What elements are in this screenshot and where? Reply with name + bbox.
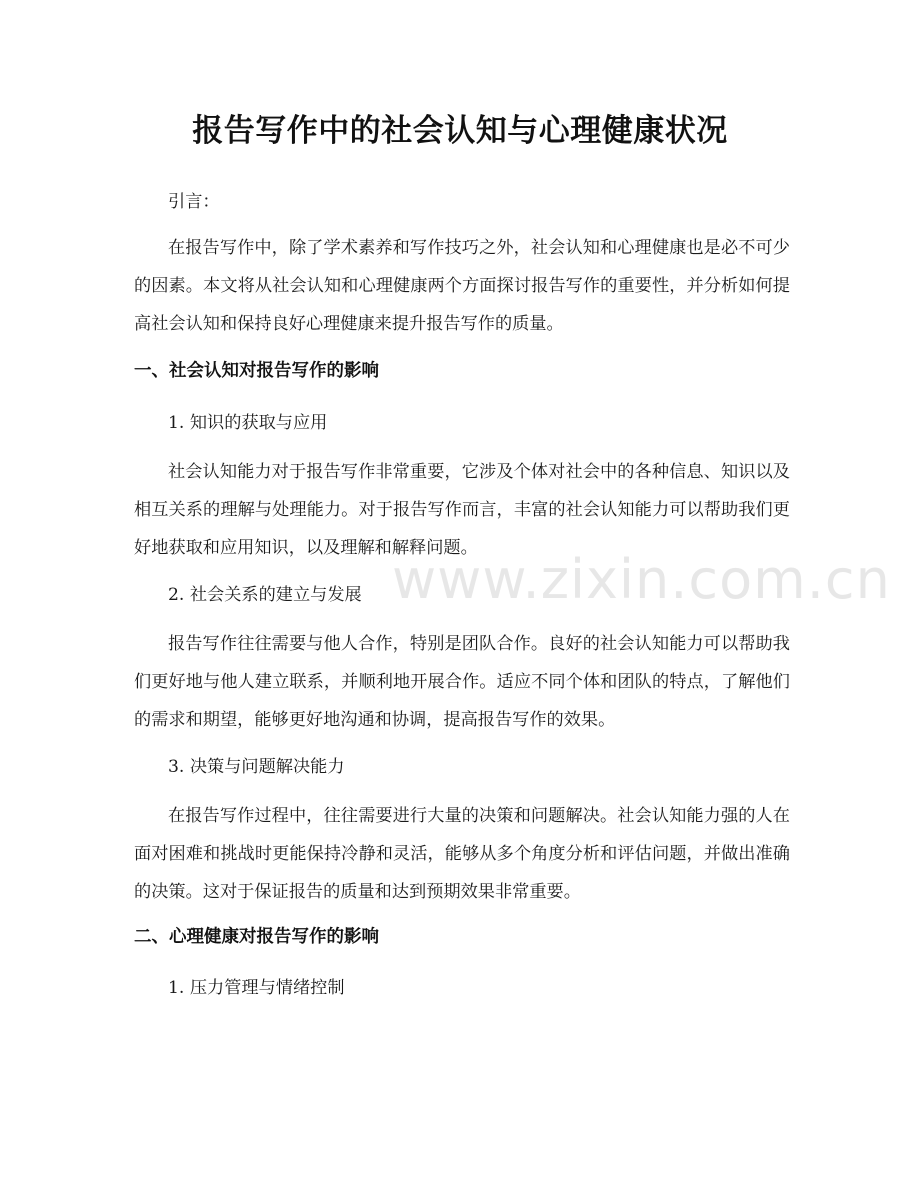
- section-1-paragraph-1: 社会认知能力对于报告写作非常重要，它涉及个体对社会中的各种信息、知识以及相互关系的理解与处理能力。对于报告写作而言，丰富的社会认知能力可以帮助我们更好地获取和应用知识，以及理解和解释问题。: [134, 462, 790, 558]
- intro-label: 引言：: [168, 192, 220, 212]
- section-1-paragraph-2: 报告写作往往需要与他人合作，特别是团队合作。良好的社会认知能力可以帮助我们更好地与他人建立联系，并顺利地开展合作。适应不同个体和团队的特点，了解他们的需求和期望，能够更好地沟通和协调，提高报告写作的效果。: [134, 634, 790, 730]
- intro-paragraph: 在报告写作中，除了学术素养和写作技巧之外，社会认知和心理健康也是必不可少的因素。本文将从社会认知和心理健康两个方面探讨报告写作的重要性，并分析如何提高社会认知和保持良好心理健康来提升报告写作的质量。: [134, 238, 790, 334]
- watermark: www.zixin.com.cn: [392, 548, 891, 611]
- section-1-subheading-3: 3. 决策与问题解决能力: [168, 757, 345, 777]
- section-2-subheading-1: 1. 压力管理与情绪控制: [168, 978, 345, 998]
- section-1-paragraph-3: 在报告写作过程中，往往需要进行大量的决策和问题解决。社会认知能力强的人在面对困难和挑战时更能保持冷静和灵活，能够从多个角度分析和评估问题，并做出准确的决策。这对于保证报告的质量和达到预期效果非常重要。: [134, 806, 790, 902]
- document-title: 报告写作中的社会认知与心理健康状况: [192, 113, 728, 149]
- section-1-subheading-2: 2. 社会关系的建立与发展: [168, 585, 362, 605]
- section-1-heading: 一、社会认知对报告写作的影响: [134, 361, 379, 381]
- section-1-subheading-1: 1. 知识的获取与应用: [168, 413, 328, 433]
- section-2-heading: 二、心理健康对报告写作的影响: [134, 927, 379, 947]
